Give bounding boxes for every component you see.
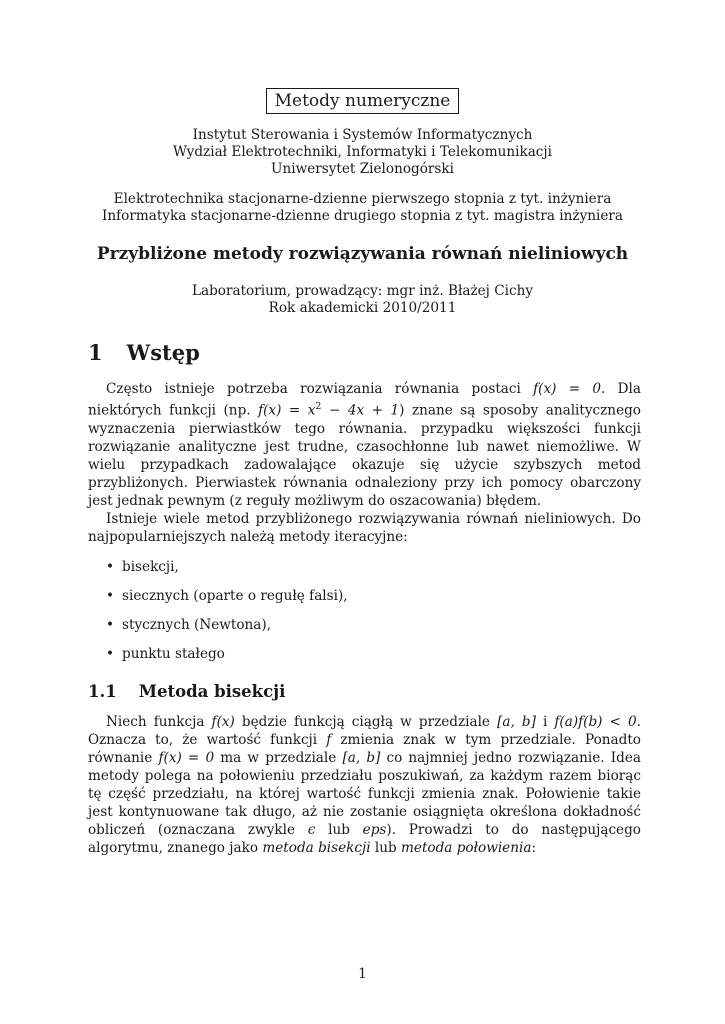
math-fx-eq-zero: f(x) = 0 — [533, 381, 602, 397]
document-body — [88, 340, 641, 857]
bullet-icon: • — [106, 616, 115, 633]
math-example-function: f(x) = x — [258, 402, 316, 419]
list-item: • punktu stałego — [106, 645, 225, 662]
program-line-informatics: Informatyka stacjonarne-dzienne drugiego stopnia z tyt. magistra inżyniera — [101, 208, 624, 224]
page-number: 1 — [358, 966, 367, 982]
list-item: • siecznych (oparte o regułę falsi), — [106, 587, 348, 604]
section-title: Wstęp — [126, 340, 200, 365]
program-line-electrical: Elektrotechnika stacjonarne-dzienne pierwszego stopnia z tyt. inżyniera — [113, 191, 612, 207]
methods-paragraph: Istnieje wiele metod przybliżonego rozwiązywania równań nieliniowych. Do najpopularniejszych należą metody iteracyjne: — [88, 510, 641, 545]
title-block — [0, 88, 725, 317]
methods-list — [88, 558, 641, 663]
faculty-line: Wydział Elektrotechniki, Informatyki i Telekomunikacji — [173, 144, 552, 160]
institute-line: Instytut Sterowania i Systemów Informatycznych — [192, 127, 533, 143]
subsection-heading — [88, 681, 641, 703]
bisection-paragraph: Niech funkcja f(x) będzie funkcją ciągłą w przedziale [a, b] i f(a)f(b) < 0. Oznacza to, że wartość funkcji f zmienia znak w tym przedziale. Ponadto równanie f(x) = 0 ma w przedziale [a, b] co najmniej jedno rozwiązanie. Idea metody polega na połowieniu przedziału poszukiwań, za każdym razem biorąc tę część przedziału, na której wartość funkcji zmienia znak. Połowienie takie jest kontynuowane tak długo, aż nie zostanie osiągnięta określona dokładność obliczeń (oznaczana zwykle ϵ lub eps). Prowadzi to do następującego algorytmu, znanego jako metoda bisekcji lub metoda połowienia: — [88, 713, 641, 856]
math-exponent: 2 — [315, 401, 322, 412]
intro-paragraph: Często istnieje potrzeba rozwiązania równania postaci f(x) = 0. Dla niektórych funkcji (np. $f(x) = x^2 - 4x + 1$) znane są sposoby analitycznego wyznaczenia pierwiastków tego równania. przypadku większości funkcji rozwiązanie analityczne jest trudne, czasochłonne lub nawet niemożliwe. W wielu przypadkach zadowalające okazuje się użycie szybszych metod przybliżonych. Pierwiastek równania odnaleziony przy ich pomocy obarczony jest jednak pewnym (z reguły możliwym do oszacowania) błędem. — [88, 381, 641, 509]
section-heading — [88, 340, 641, 366]
subsection-title: Metoda bisekcji — [138, 681, 286, 701]
list-item: • stycznych (Newtona), — [106, 616, 272, 633]
bullet-icon: • — [106, 587, 115, 604]
math-example-function-tail: − 4x + 1 — [321, 402, 400, 419]
lab-instructor-line: Laboratorium, prowadzący: mgr inż. Błażej Cichy — [191, 283, 534, 299]
university-line: Uniwersytet Zielonogórski — [271, 161, 454, 177]
bullet-icon: • — [106, 558, 115, 575]
document-subtitle: Przybliżone metody rozwiązywania równań nieliniowych — [96, 244, 629, 264]
bullet-icon: • — [106, 645, 115, 662]
academic-year-line: Rok akademicki 2010/2011 — [268, 300, 457, 316]
course-title-box: Metody numeryczne — [266, 88, 460, 114]
section-number: 1 — [88, 340, 103, 365]
subsection-number: 1.1 — [88, 681, 117, 701]
list-item: • bisekcji, — [106, 558, 179, 575]
